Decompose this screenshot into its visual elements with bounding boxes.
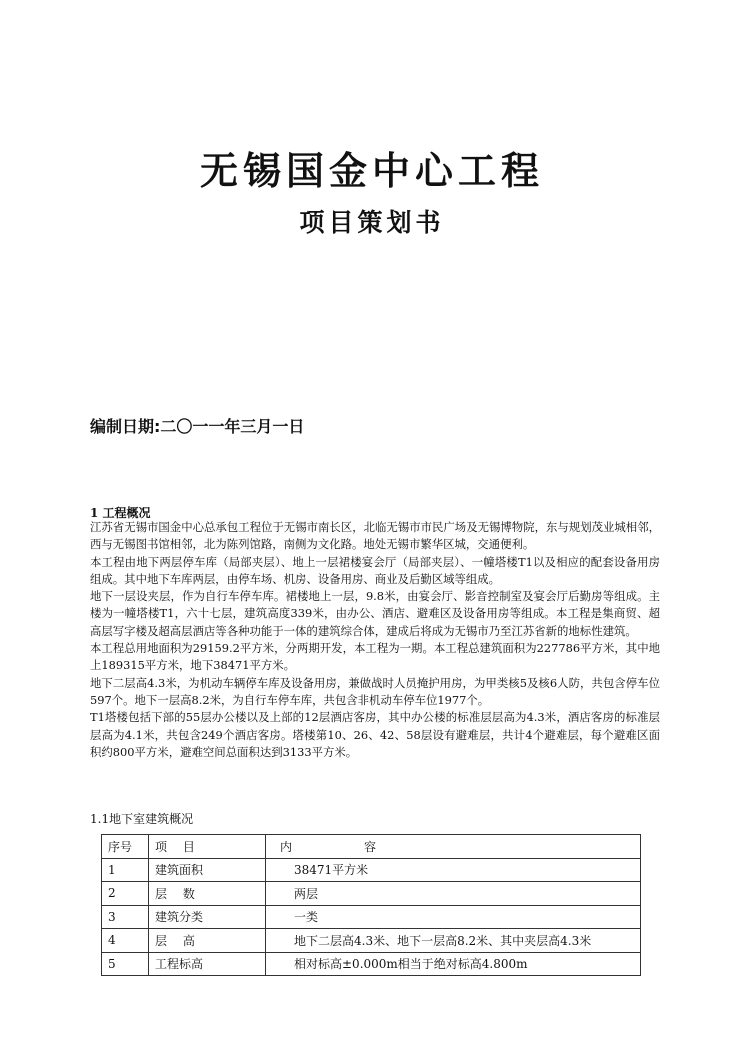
table-row — [102, 929, 641, 953]
table-header-row — [102, 835, 641, 859]
column-header-content: 内 容 — [266, 835, 641, 859]
table-cell-content: 38471平方米 — [266, 858, 641, 882]
document-title: 无锡国金中心工程 — [199, 149, 544, 193]
paragraph: 地下二层高4.3米，为机动车辆停车库及设备用房，兼做战时人员掩护用房，为甲类核5及核6人防，共包含停车位597个。地下一层高8.2米，为自行车停车库，共包含非机动车停车位1977个。 — [90, 675, 660, 707]
table-row — [102, 905, 641, 929]
section-heading-project-overview: 1 工程概况 — [90, 506, 151, 520]
table-cell-content: 相对标高±0.000m相当于绝对标高4.800m — [266, 952, 641, 976]
paragraph: 本工程总用地面积为29159.2平方米，分两期开发，本工程为一期。本工程总建筑面积为227786平方米，其中地上189315平方米，地下38471平方米。 — [90, 641, 660, 673]
table-cell-no: 1 — [102, 858, 149, 882]
table-cell-item: 建筑分类 — [149, 905, 266, 929]
table-cell-no: 5 — [102, 952, 149, 976]
table-row — [102, 952, 641, 976]
paragraph: 江苏省无锡市国金中心总承包工程位于无锡市南长区，北临无锡市市民广场及无锡博物院，东与规划茂业城相邻，西与无锡图书馆相邻，北为陈列馆路，南侧为文化路。地处无锡市繁华区城，交通便利。 — [90, 520, 660, 552]
table-cell-content: 两层 — [266, 882, 641, 906]
table-cell-item: 工程标高 — [149, 952, 266, 976]
basement-overview-table — [101, 834, 641, 976]
table-cell-no: 2 — [102, 882, 149, 906]
table-cell-no: 3 — [102, 905, 149, 929]
paragraph: 本工程由地下两层停车库（局部夹层）、地上一层裙楼宴会厅（局部夹层）、一幢塔楼T1以及相应的配套设备用房组成。其中地下车库两层，由停车场、机房、设备用房、商业及后勤区域等组成。 — [90, 554, 660, 586]
table-cell-item: 层 高 — [149, 929, 266, 953]
table-cell-content: 一类 — [266, 905, 641, 929]
subsection-heading-basement: 1.1地下室建筑概况 — [90, 812, 194, 826]
compile-date: 编制日期:二〇一一年三月一日 — [90, 417, 305, 436]
project-overview-body — [90, 519, 660, 761]
table-cell-item: 层 数 — [149, 882, 266, 906]
paragraph: 地下一层设夹层，作为自行车停车库。裙楼地上一层，9.8米，由宴会厅、影音控制室及宴会厅后勤房等组成。主楼为一幢塔楼T1，六十七层，建筑高度339米，由办公、酒店、避难区及设备用房等组成。本工程是集商贸、超高层写字楼及超高层酒店等各种功能于一体的建筑综合体，建成后将成为无锡市乃至江苏省新的地标性建筑。 — [90, 589, 660, 638]
table-cell-content: 地下二层高4.3米、地下一层高8.2米、其中夹层高4.3米 — [266, 929, 641, 953]
column-header-item: 项 目 — [149, 835, 266, 859]
table-row — [102, 882, 641, 906]
table-cell-item: 建筑面积 — [149, 858, 266, 882]
table-cell-no: 4 — [102, 929, 149, 953]
paragraph: T1塔楼包括下部的55层办公楼以及上部的12层酒店客房，其中办公楼的标准层层高为4.3米，酒店客房的标准层层高为4.1米，共包含249个酒店客房。塔楼第10、26、42、58层设有避难层，共计4个避难层，每个避难区面积约800平方米，避难空间总面积达到3133平方米。 — [90, 710, 660, 759]
document-subtitle: 项目策划书 — [299, 208, 445, 237]
table-row — [102, 858, 641, 882]
column-header-no: 序号 — [102, 835, 149, 859]
